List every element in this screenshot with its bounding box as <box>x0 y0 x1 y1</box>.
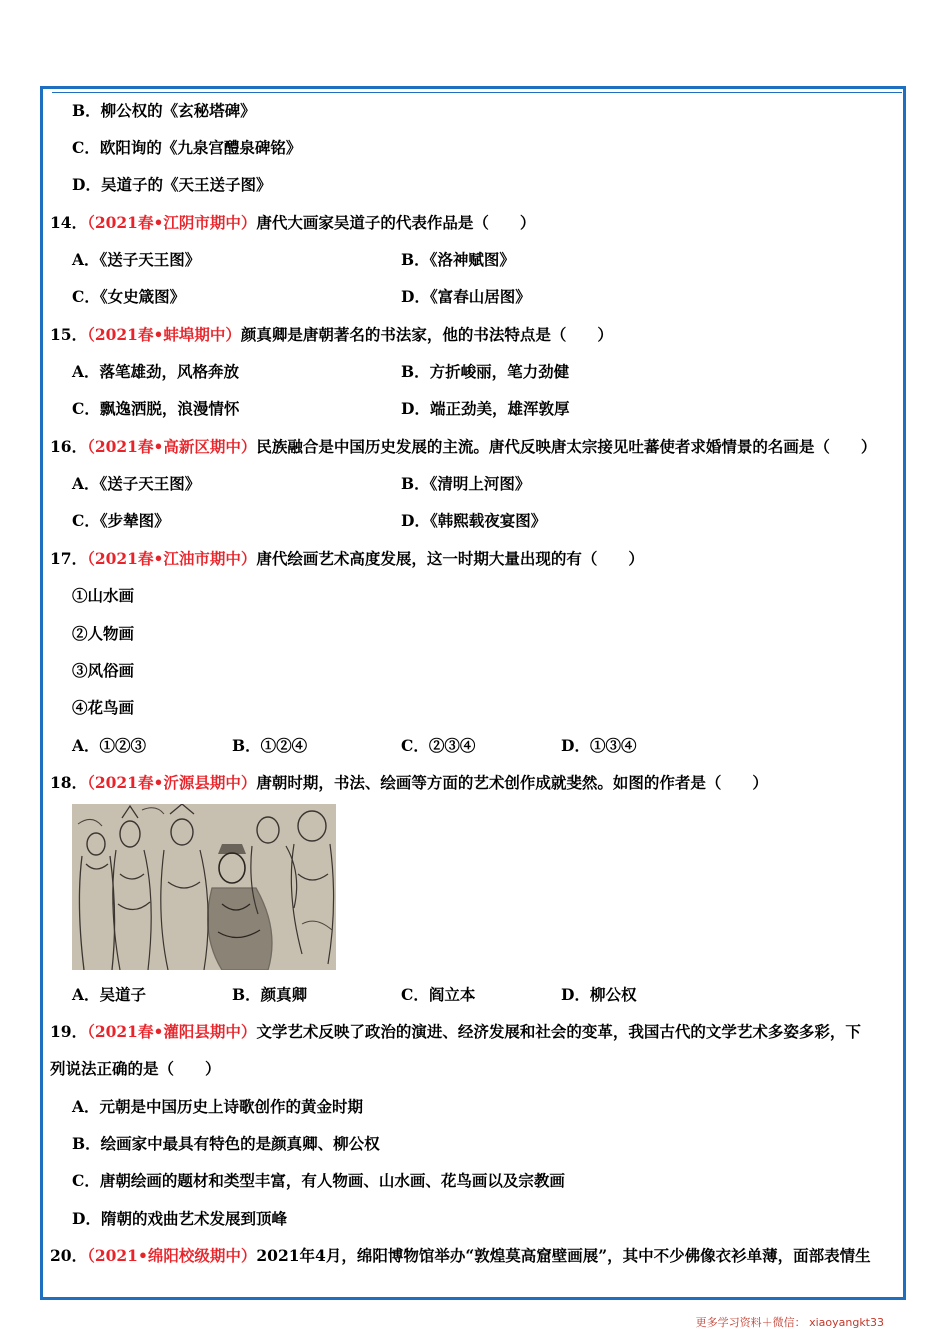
footer-note: 更多学习资料＋微信： xiaoyangkt33 <box>695 1316 884 1329</box>
q16-option-d: D．《韩熙载夜宴图》 <box>401 511 547 530</box>
q17-item-3: ③风俗画 <box>72 661 135 680</box>
q17-option-c: C．②③④ <box>401 736 476 755</box>
question-source: （2021春•灌阳县期中） <box>87 1022 257 1041</box>
q17-option-b: B．①②④ <box>232 736 308 755</box>
q18-option-b: B．颜真卿 <box>232 985 308 1004</box>
q16-option-c: C．《步辇图》 <box>72 511 170 530</box>
question-number: 15． <box>50 325 88 344</box>
question-source: （2021春•高新区期中） <box>87 437 257 456</box>
q19-option-c: C．唐朝绘画的题材和类型丰富，有人物画、山水画、花鸟画以及宗教画 <box>72 1171 565 1190</box>
question-19 <box>50 1022 861 1042</box>
q18-option-a: A．吴道子 <box>72 985 147 1004</box>
q14-option-b: B．《洛神赋图》 <box>401 250 515 269</box>
q17-option-a: A．①②③ <box>72 736 147 755</box>
q15-option-c: C．飘逸洒脱，浪漫情怀 <box>72 399 240 418</box>
question-number: 20． <box>50 1246 88 1265</box>
question-18 <box>50 773 768 793</box>
question-17 <box>50 549 644 569</box>
q14-option-c: C．《女史箴图》 <box>72 287 186 306</box>
q17-item-1: ①山水画 <box>72 586 135 605</box>
q15-option-b: B．方折峻丽，笔力劲健 <box>401 362 570 381</box>
q18-option-d: D．柳公权 <box>561 985 637 1004</box>
q19-option-a: A．元朝是中国历史上诗歌创作的黄金时期 <box>72 1097 364 1116</box>
question-16 <box>50 437 876 457</box>
question-text: 唐代大画家吴道子的代表作品是（ ） <box>256 213 536 232</box>
q13-option-b: B．柳公权的《玄秘塔碑》 <box>72 101 256 120</box>
question-source: （2021春•江油市期中） <box>87 549 257 568</box>
question-text: 颜真卿是唐朝著名的书法家，他的书法特点是（ ） <box>240 325 613 344</box>
q19-option-d: D．隋朝的戏曲艺术发展到顶峰 <box>72 1209 287 1228</box>
q14-option-d: D．《富春山居图》 <box>401 287 531 306</box>
question-text: 2021年4月，绵阳博物馆举办“敦煌莫高窟壁画展”，其中不少佛像衣衫单薄，面部表情生 <box>256 1246 871 1265</box>
question-number: 14． <box>50 213 88 232</box>
q15-option-d: D．端正劲美，雄浑敦厚 <box>401 399 570 418</box>
frame-inner-rule <box>52 92 902 93</box>
q14-option-a: A．《送子天王图》 <box>72 250 201 269</box>
ink-painting-image <box>72 804 336 970</box>
question-text: 文学艺术反映了政治的演进、经济发展和社会的变革，我国古代的文学艺术多姿多彩，下 <box>256 1022 861 1041</box>
question-number: 18． <box>50 773 88 792</box>
question-14 <box>50 213 535 233</box>
question-source: （2021•绵阳校级期中） <box>87 1246 257 1265</box>
question-20 <box>50 1246 871 1266</box>
painting-figures-illustration <box>72 804 336 970</box>
question-text: 唐代绘画艺术高度发展，这一时期大量出现的有（ ） <box>256 549 644 568</box>
question-15 <box>50 325 613 345</box>
q15-option-a: A．落笔雄劲，风格奔放 <box>72 362 240 381</box>
question-19-continuation: 列说法正确的是（ ） <box>50 1059 221 1078</box>
q16-option-a: A．《送子天王图》 <box>72 474 201 493</box>
question-source: （2021春•蚌埠期中） <box>87 325 241 344</box>
q18-option-c: C．阎立本 <box>401 985 476 1004</box>
q13-option-d: D．吴道子的《天王送子图》 <box>72 175 272 194</box>
question-source: （2021春•江阴市期中） <box>87 213 257 232</box>
q17-item-2: ②人物画 <box>72 624 135 643</box>
question-number: 16． <box>50 437 88 456</box>
question-number: 19． <box>50 1022 88 1041</box>
question-text: 唐朝时期，书法、绘画等方面的艺术创作成就斐然。如图的作者是（ ） <box>256 773 768 792</box>
q17-option-d: D．①③④ <box>561 736 637 755</box>
q19-option-b: B．绘画家中最具有特色的是颜真卿、柳公权 <box>72 1134 380 1153</box>
question-source: （2021春•沂源县期中） <box>87 773 257 792</box>
question-text: 民族融合是中国历史发展的主流。唐代反映唐太宗接见吐蕃使者求婚情景的名画是（ ） <box>256 437 877 456</box>
q17-item-4: ④花鸟画 <box>72 698 135 717</box>
q16-option-b: B．《清明上河图》 <box>401 474 531 493</box>
q13-option-c: C．欧阳询的《九泉宫醴泉碑铭》 <box>72 138 302 157</box>
question-number: 17． <box>50 549 88 568</box>
